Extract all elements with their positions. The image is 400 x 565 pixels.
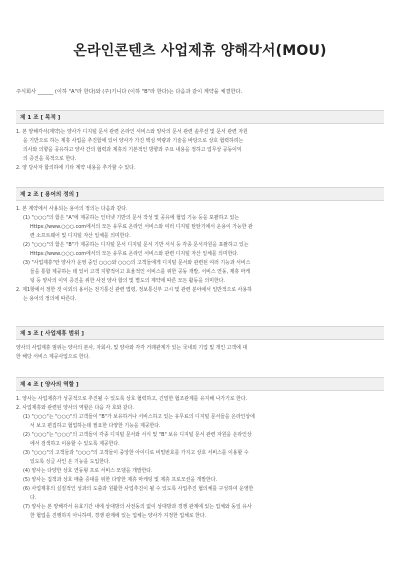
section-4-line: 한 협업을 진행하지 아니하며, 경쟁 관계에 있는 업체는 양사가 지정한 업체로 한다. [30,513,207,519]
section-3-line: 양사의 사업제휴 범위는 양사의 본사, 자회사, 및 양사와 각각 거래관계가 있는 국내외 기업 및 개인 고객에 대 [16,345,248,351]
section-4-line: 1. 양사는 사업제휴가 성공적으로 추진될 수 있도록 상호 협력하고, 긴밀한 협조관계를 유지해 나가기로 한다. [16,396,248,402]
section-2-line: 는 용어의 정의에 따른다. [23,296,77,302]
section-4-line: (4) 양사는 다양한 상호 연동형 프로 서비스 모델을 개발한다. [23,468,153,474]
section-2-line: 2. 제1항에서 정한 것 이외의 용어는 전기통신 관련 법령, 정보통신부 고시 및 관련 분야에서 일반적으로 사용하 [16,287,252,293]
section-4-line: 서 보고 편집하고 협업하는데 필요한 다양한 기능을 제공한다. [30,423,161,429]
section-4-line: (3) "○○○"의 고객들과 "○○○"의 고객들이 중앙한 아이디로 비밀번호를 가지고 상호 서비스를 이용할 수 [23,450,249,456]
section-3-body [16,344,384,362]
section-1-line: 의사와 의향을 공유하고 양사 간의 협력과 제휴의 기본적인 방향과 주요 내용을 정하고 업무상 공동이익 [23,147,242,153]
intro-paragraph: 주식회사 ______ (이하 "A"라 한다)와 (주)기니다 (이하 "B"라 한다)는 다음과 같이 계약을 체결한다. [16,89,243,95]
section-3-line: 한 해당 서비스 제공사업으로 한다. [16,354,90,360]
section-2-line: 들을 통합 제공하는 데 있어 고객 지향적이고 효율적인 서비스를 위한 공동 개발, 서비스 연동, 제휴 마케 [30,269,251,275]
section-1-line: 2. 양 당사자 합의하에 기타 계약 내용을 추가할 수 있다. [16,165,136,171]
section-4-line: (5) 양사는 집객과 상호 매출 증대를 위한 다양한 제휴 마케팅 및 제휴 프로모션을 개발한다. [23,477,218,483]
section-4-line: 에서 검색하고 이용할 수 있도록 제공한다. [30,441,120,447]
section-2-line: (2) "○○○"의 함은 "B"가 제공하는 디지털 문서 디지털 문서 기반 서식 등 각종 문서자원을 포괄하고 있는 [23,242,249,248]
section-4-line: (7) 양사는 본 양해각서 유효기간 내에 상대방의 사전동의 없이 상대방과 경쟁 관계에 있는 업체와 동일 유사 [23,504,252,510]
section-4-line: (2) "○○○"는 "○○○"의 고객들이 각종 디지털 문서와 서식 및 "B" 보유 디지털 문서 관련 자원을 온라인상 [23,432,252,438]
section-2-line: Https://www.○○○.com에서의 모든 유무료 온라인 서비스와 여러 디지털 탄탄기에서 운용이 가능한 관 [30,224,253,230]
section-1-body [16,128,384,173]
section-2-line: (1) "○○○"의 함은 "A"에 제공하는 인터넷 기반의 문서 작성 및 공유에 협업 기능 등을 포괄하고 있는 [23,215,240,221]
section-1-heading: 제 1 조 [ 목적 ] [16,110,384,124]
section-3-heading: 제 3 조 [ 사업제휴 범위 ] [16,326,384,340]
document-title: 온라인콘텐츠 사업제휴 양해각서(MOU) [73,43,327,59]
section-2-line: Https://www.○○○.com에서의 모든 유무료 온라인 서비스와 관련 디지털 자산 일체를 의미한다. [30,251,239,257]
section-4-line: (1) "○○○"는 "○○○"의 고객들이 "B"가 보유하거나 서비스하고 있는 유무료의 디지털 문서들을 온라인상에 [23,414,255,420]
section-1-line: 을 기반으로 하는 제휴 사업을 추진함에 있어 양사가 가진 핵심 역량과 기술을 바탕으로 상호 협력하려는 [23,138,244,144]
section-4-line: 있도록 싱글 사인 온 기능을 도입한다. [30,459,111,465]
section-2-line: 1. 본 계약에서 사용되는 용어의 정의는 다음과 같다. [16,206,128,212]
section-4-line: 다. [30,495,37,501]
section-4-line: (6) 사업제휴의 실질적인 성과의 도출과 원활한 사업추진이 될 수 있도록 사업추진 협의체를 구성하여 운영한 [23,486,254,492]
section-2-line: 팅 등 양사의 이익 증진을 위한 사전 양사 합의 및 별도의 계약에 따른 모든 활동을 의미한다. [30,278,225,284]
section-2-line: 련 소프트웨어 및 디지털 자산 일체를 의미한다. [30,233,131,239]
section-2-body [16,205,384,304]
section-1-line: 의 증진을 목적으로 한다. [23,156,77,162]
section-4-line: 2. 사업제휴와 관련된 양사의 역할은 다음 각 호와 같다. [16,405,134,411]
section-2-heading: 제 2 조 [ 용어의 정의 ] [16,187,384,201]
section-1-line: 1. 본 양해각서(계약)는 양사가 디지털 문서 관련 온라인 서비스와 양사의 문서 관련 솔루션 및 문서 관련 자원 [16,129,248,135]
section-4-body [16,395,384,521]
section-4-heading: 제 4 조 [ 양사의 역할 ] [16,377,384,391]
section-2-line: (3) "사업제휴"란 양사가 운영 중인 ○○○와 ○○○의 고객들에게 디지털 문서와 관련된 여러 기능과 서비스 [23,260,251,266]
